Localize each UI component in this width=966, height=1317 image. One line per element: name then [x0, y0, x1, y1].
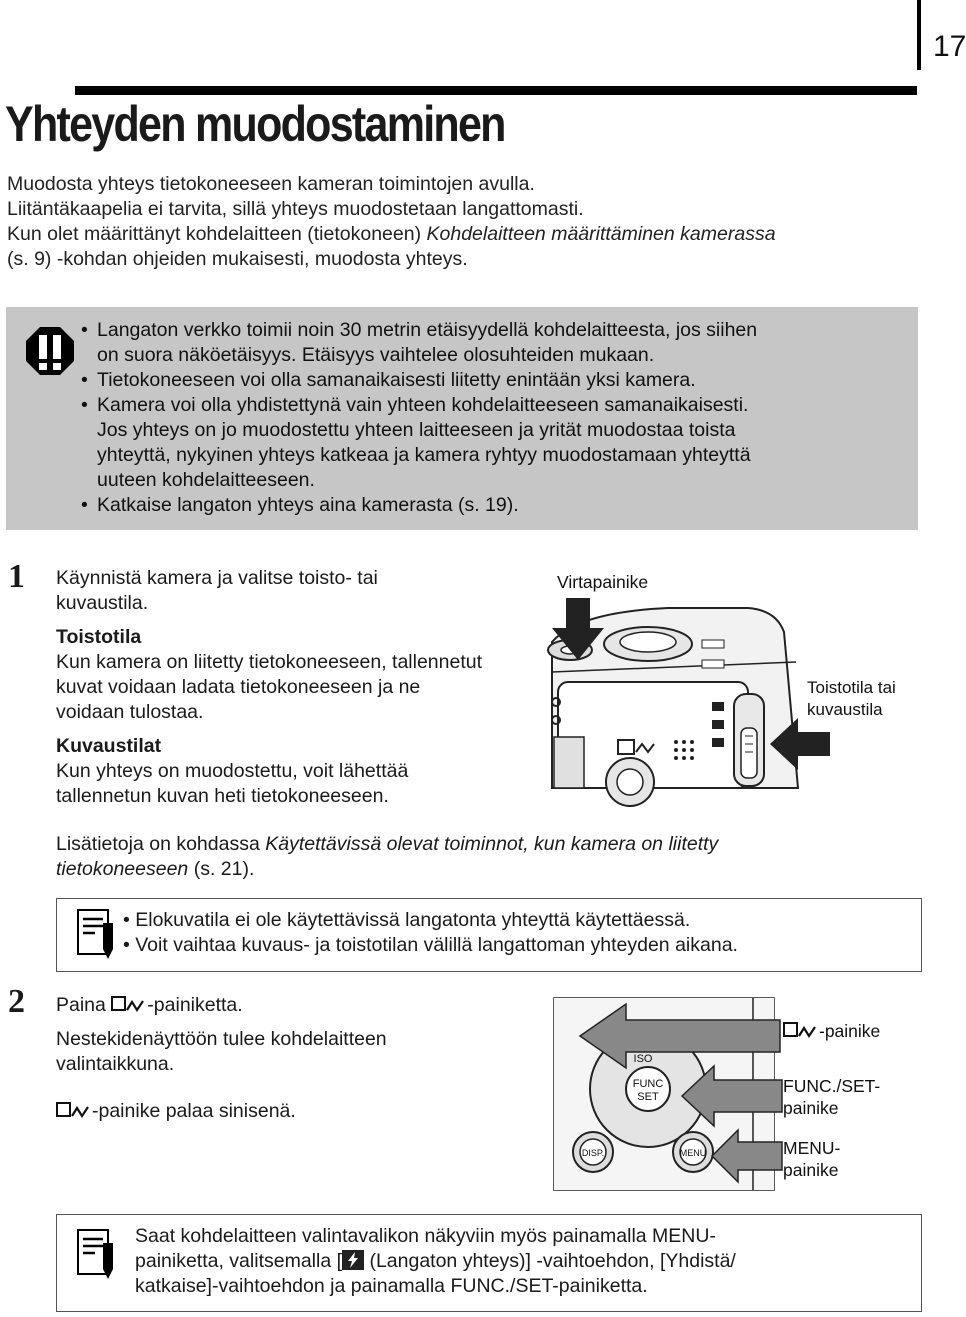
list-item: • Voit vaihtaa kuvaus- ja toistotilan välillä langattoman yhteyden aikana.	[123, 934, 738, 956]
wireless-icon	[342, 1250, 364, 1270]
body-line: kuvat voidaan ladata tietokoneeseen ja ne	[56, 676, 421, 698]
title-rule	[75, 86, 917, 95]
intro-line: Liitäntäkaapelia ei tarvita, sillä yhteys muodostetaan langattomasti.	[7, 198, 584, 220]
list-item: • Elokuvatila ei ole käytettävissä langatonta yhteyttä käytettäessä.	[123, 909, 691, 931]
reference-link: Käytettävissä olevat toiminnot, kun kamera on liitetty	[265, 833, 719, 855]
step-heading: Paina -painiketta.	[56, 994, 243, 1016]
arrow-down-icon	[552, 598, 604, 660]
body-line: katkaise]-vaihtoehdon ja painamalla FUNC./SET-painiketta.	[135, 1275, 648, 1297]
caution-list	[81, 318, 911, 518]
list-item: • Kamera voi olla yhdistettynä vain yhteen kohdelaitteeseen samanaikaisesti. Jos yhteys on jo muodostettu yhteen laitteeseen ja yrität muodostaa toista yhteyttä, nykyinen yhteys katkeaa ja kamera ryhtyy muodostamaan yhteyttä uuteen kohdelaitteeseen.	[81, 394, 751, 491]
header-divider	[917, 0, 921, 70]
note-box	[56, 1214, 922, 1312]
step2-text	[56, 993, 536, 1124]
body-line: valintaikkuna.	[56, 1053, 175, 1075]
body-line: Kun kamera on liitetty tietokoneeseen, tallennetut	[56, 651, 483, 673]
arrow-left-icon	[712, 1130, 782, 1182]
body-line: -painike palaa sinisenä.	[56, 1099, 536, 1124]
body-line: painiketta, valitsemalla [ (Langaton yhteys)] -vaihtoehdon, [Yhdistä/	[135, 1250, 736, 1272]
page-title: Yhteyden muodostaminen	[5, 96, 505, 152]
subheading-playback: Toistotila	[56, 626, 142, 648]
note-box	[56, 898, 922, 972]
menu-button-label: MENU	[679, 1148, 707, 1158]
func-button-label: FUNC	[632, 1078, 664, 1090]
page-number: 17	[933, 30, 966, 63]
caution-exclamation-icon	[25, 326, 75, 376]
body-line: tallennetun kuvan heti tietokoneeseen.	[56, 785, 389, 807]
note-list	[123, 908, 913, 958]
step1-text	[56, 566, 536, 809]
step-number: 2	[8, 983, 25, 1020]
arrow-left-icon	[682, 1066, 782, 1126]
label-power-button: Virtapainike	[557, 572, 649, 592]
iso-label: ISO	[633, 1053, 653, 1065]
caution-box	[6, 307, 918, 530]
step-heading: Käynnistä kamera ja valitse toisto- tai	[56, 567, 378, 589]
step-number: 1	[8, 558, 25, 595]
body-line: voidaan tulostaa.	[56, 701, 204, 723]
print-share-icon	[111, 995, 147, 1013]
label-mode-switch: Toistotila tai kuvaustila	[807, 678, 896, 719]
note-text	[135, 1224, 915, 1299]
label-print-share-button: -painike	[783, 1020, 880, 1042]
print-share-icon	[56, 1101, 92, 1119]
label-func-set-button: FUNC./SET- painike	[783, 1076, 881, 1118]
intro-line: Muodosta yhteys tietokoneeseen kameran toimintojen avulla.	[7, 173, 535, 195]
intro-reference: Kohdelaitteen määrittäminen kamerassa	[426, 223, 776, 245]
list-item: • Katkaise langaton yhteys aina kamerasta (s. 19).	[81, 494, 519, 516]
note-pencil-icon	[77, 1229, 117, 1281]
intro-line: (s. 9) -kohdan ohjeiden mukaisesti, muodosta yhteys.	[7, 248, 468, 270]
arrow-left-icon	[580, 1004, 780, 1068]
disp-button-label: DISP.	[581, 1148, 605, 1158]
print-share-icon	[783, 1021, 819, 1039]
step-heading: kuvaustila.	[56, 592, 149, 614]
more-info-text: Lisätietoja on kohdassa Käytettävissä olevat toiminnot, kun kamera on liitetty tietokoneeseen (s. 21).	[56, 833, 719, 880]
body-line: Kun yhteys on muodostettu, voit lähettää	[56, 760, 409, 782]
body-line: Nestekidenäyttöön tulee kohdelaitteen	[56, 1028, 387, 1050]
list-item: • Langaton verkko toimii noin 30 metrin etäisyydellä kohdelaitteesta, jos siihen on suora näköetäisyys. Etäisyys vaihtelee olosuhteiden mukaan.	[81, 319, 758, 366]
arrow-left-icon	[770, 718, 830, 770]
intro-line: Kun olet määrittänyt kohdelaitteen (tietokoneen) Kohdelaitteen määrittäminen kamerassa	[7, 223, 776, 245]
reference-link: tietokoneeseen	[56, 858, 189, 880]
list-item: • Tietokoneeseen voi olla samanaikaisesti liitetty enintään yksi kamera.	[81, 369, 696, 391]
note-pencil-icon	[77, 909, 117, 961]
body-line: Saat kohdelaitteen valintavalikon näkyviin myös painamalla MENU-	[135, 1225, 716, 1247]
intro-text	[7, 172, 897, 272]
label-menu-button: MENU- painike	[783, 1138, 841, 1180]
set-button-label: SET	[637, 1091, 659, 1103]
subheading-shooting: Kuvaustilat	[56, 735, 162, 757]
